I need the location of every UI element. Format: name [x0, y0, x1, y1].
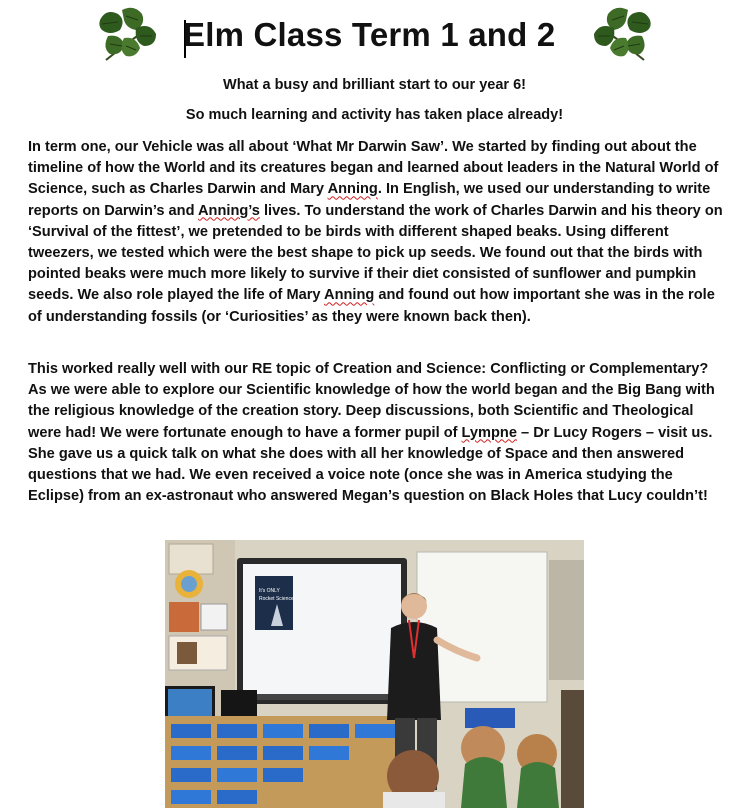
- page-title: Elm Class Term 1 and 2: [183, 16, 556, 53]
- spellcheck-word: Anning: [324, 287, 375, 304]
- paragraph-term-one: [28, 137, 723, 328]
- subtitle-line-2: So much learning and activity has taken place already!: [185, 107, 564, 123]
- text-run: and found out how important she was in the role of understanding fossils (or ‘Curiosities’ as they were known back then).: [28, 287, 715, 325]
- header: [0, 0, 749, 70]
- screen-book-line-1: It's ONLY: [259, 588, 280, 594]
- spellcheck-word: Anning: [327, 181, 378, 198]
- subtitle-line-1: What a busy and brilliant start to our year 6!: [223, 77, 526, 93]
- classroom-photo: [165, 540, 584, 808]
- spellcheck-word: Anning’s: [198, 202, 260, 219]
- text-run: . In English, we used our understanding to write reports on Darwin’s and: [28, 181, 711, 219]
- screen-book-line-2: Rocket Science: [259, 596, 294, 602]
- paragraph-re-topic: [28, 359, 723, 507]
- text-run: lives. To understand the work of Charles Darwin and his theory on ‘Survival of the fittest’, we pretended to be birds with different shaped beaks. Using different tweezers, we tested which were the best shape to pick up seeds. We found out that the birds with pointed beaks were much more likely to survive if their diet consisted of sunflower and pumpkin seeds. We also role played the life of Mary: [28, 202, 723, 304]
- leaf-cluster-icon: [590, 6, 654, 64]
- leaf-cluster-icon: [96, 6, 160, 64]
- classroom-photo-icon: [165, 540, 584, 808]
- text-run: This worked really well with our RE topic of Creation and Science: Conflicting or Complementary? As we were able to explore our Scientific knowledge of how the world began and the Big Bang with the religious knowledge of the creation story. Deep discussions, both Scientific and Theological were had! We were fortunate enough to have a former pupil of: [28, 361, 715, 441]
- text-run: In term one, our Vehicle was all about ‘What Mr Darwin Saw’. We started by finding out about the timeline of how the World and its creatures began and learned about leaders in the Natural World of Science, such as Charles Darwin and Mary: [28, 139, 719, 198]
- text-run: – Dr Lucy Rogers – visit us. She gave us a quick talk on what she does with all her knowledge of Space and then answered questions that we had. We even received a voice note (once she was in America studying the Eclipse) from an ex-astronaut who answered Megan’s question on Black Holes that Lucy couldn’t!: [28, 424, 713, 505]
- spellcheck-word: Lympne: [461, 424, 517, 441]
